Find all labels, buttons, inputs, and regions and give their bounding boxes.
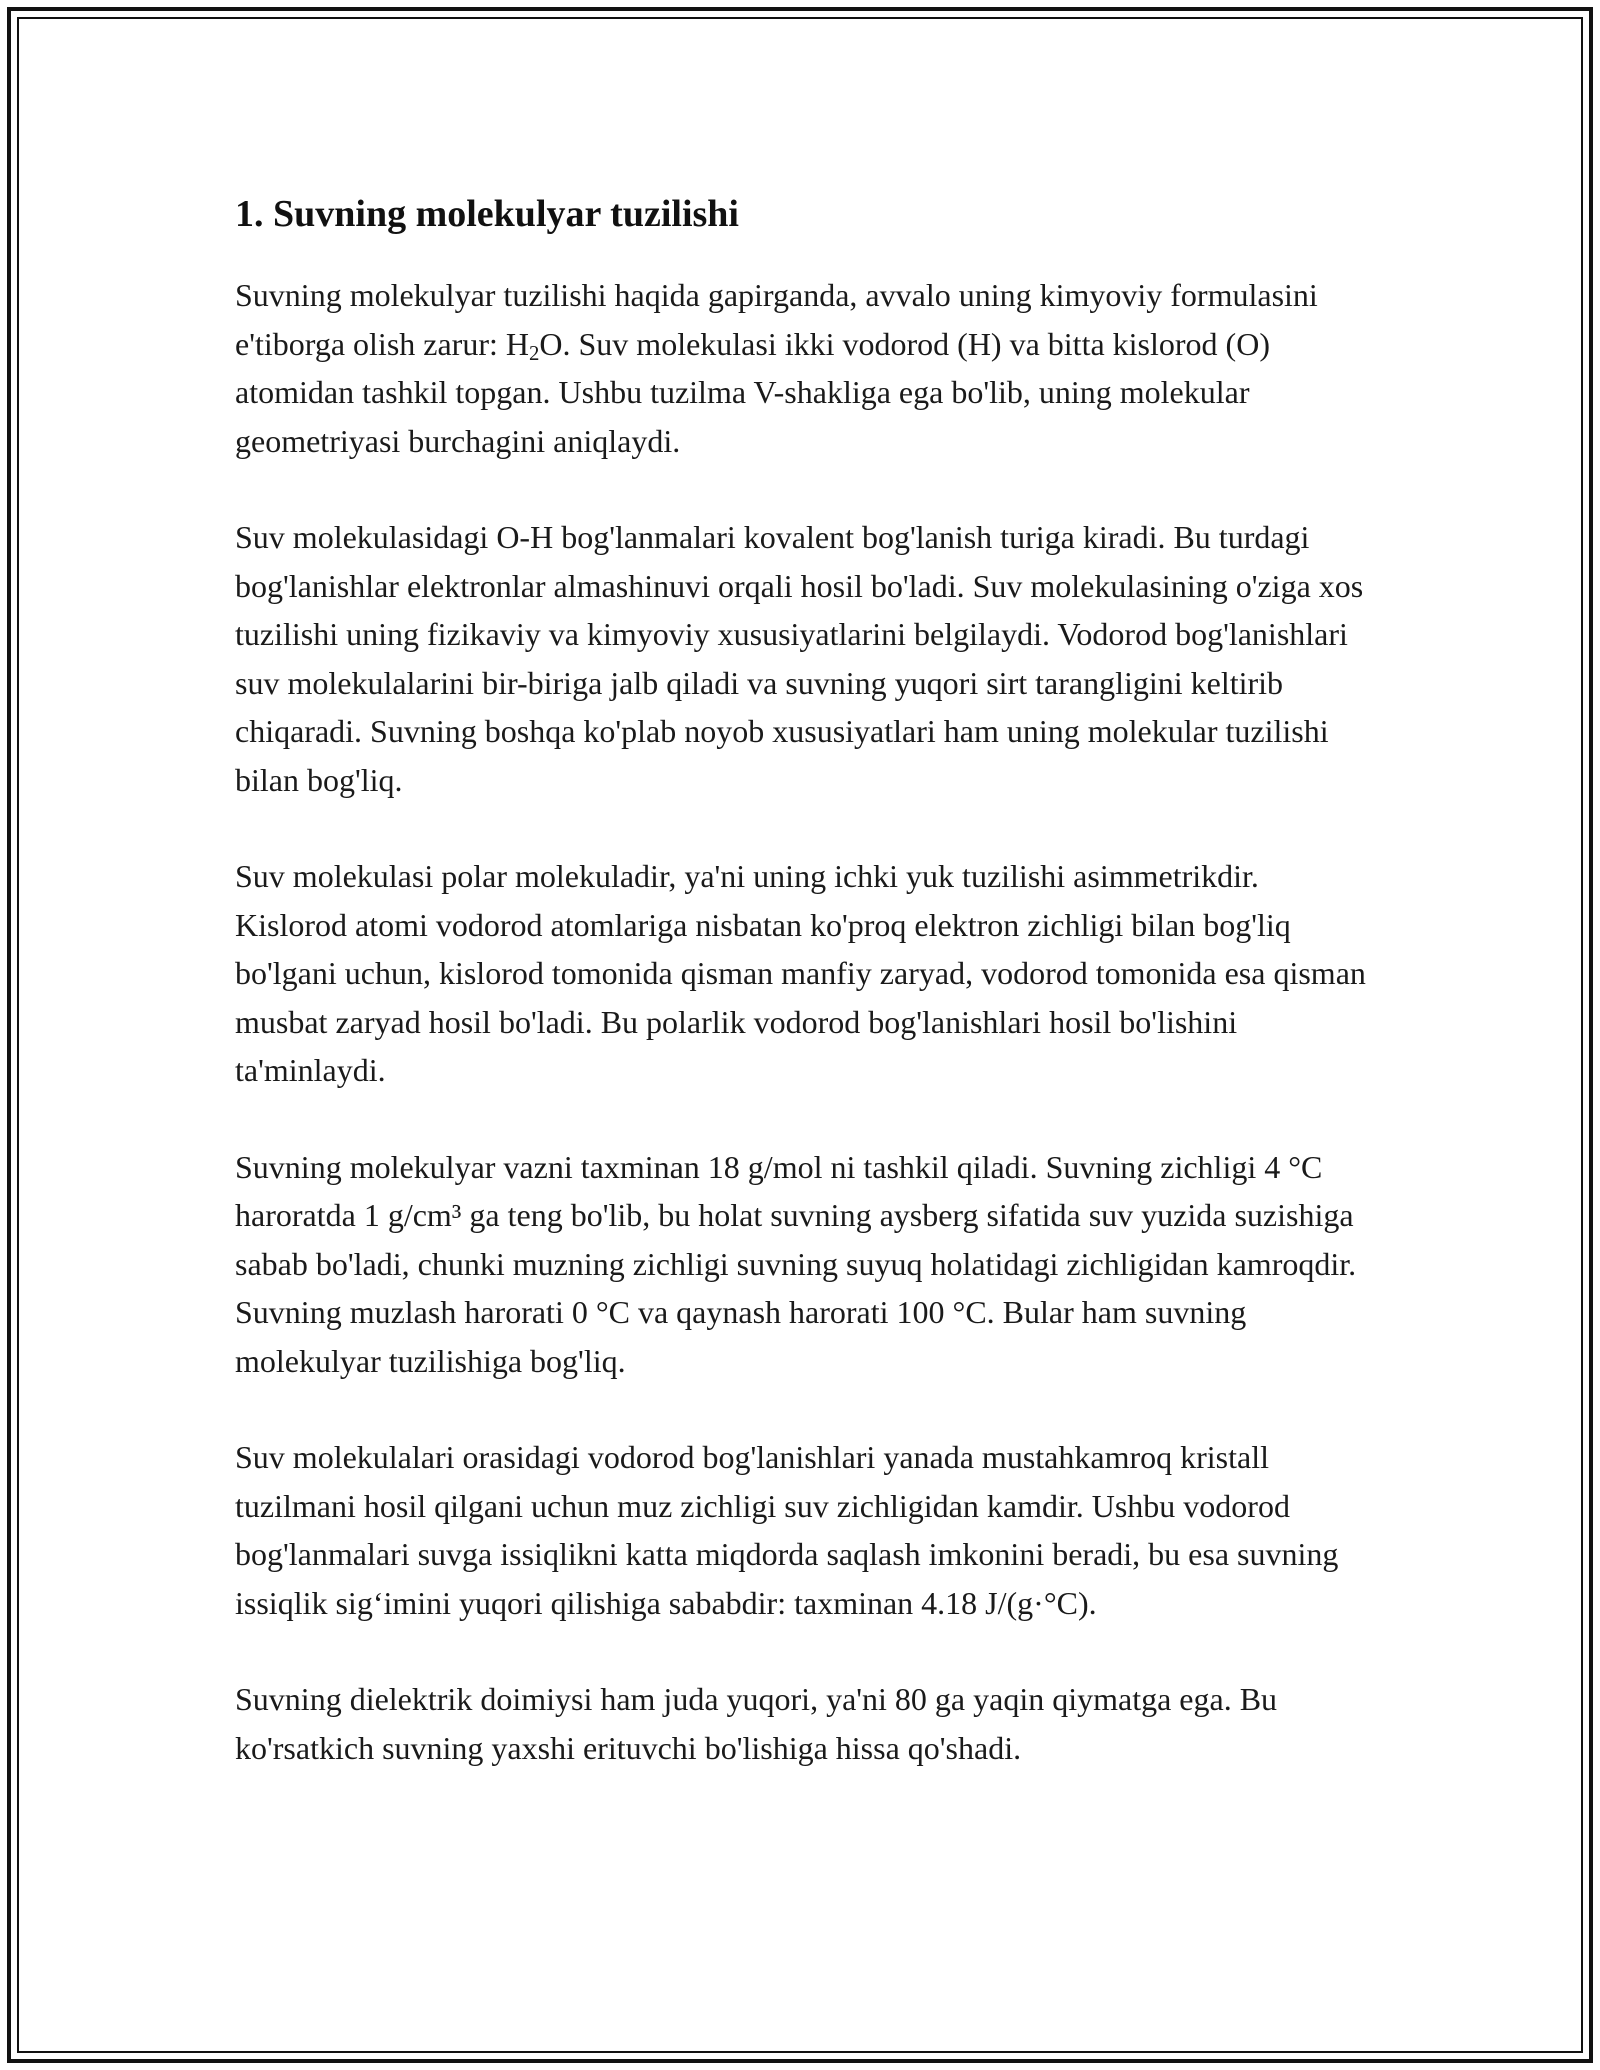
- section-heading: 1. Suvning molekulyar tuzilishi: [235, 193, 739, 235]
- paragraph-heat-capacity: Suv molekulalari orasidagi vodorod bog'lanishlari yanada mustahkamroq kristall tuzilmani hosil qilgani uchun muz zichligi suv zichligidan kamdir. Ushbu vodorod bog'lanmalari suvga issiqlikni katta miqdorda saqlash imkonini beradi, bu esa suvning issiqlik sig‘imini yuqori qilishiga sababdir: taxminan 4.18 J/(g·°C).: [235, 1439, 1339, 1621]
- formula-hydrogen: H: [505, 325, 529, 362]
- paragraph-formula-intro: Suvning molekulyar tuzilishi haqida gapirganda, avvalo uning kimyoviy formulasini e'tiborga olish zarur:: [235, 277, 1318, 362]
- formula-subscript: 2: [528, 341, 540, 365]
- paragraph-dielectric: Suvning dielektrik doimiysi ham juda yuqori, ya'ni 80 ga yaqin qiymatga ega. Bu ko'rsatkich suvning yaxshi erituvchi bo'lishiga hissa qo'shadi.: [235, 1681, 1278, 1766]
- paragraph-formula: [235, 271, 1370, 465]
- paragraph-polarity: Suv molekulasi polar molekuladir, ya'ni uning ichki yuk tuzilishi asimmetrikdir. Kislorod atomi vodorod atomlariga nisbatan ko'proq elektron zichligi bilan bog'liq bo'lgani uchun, kislorod tomonida qisman manfiy zaryad, vodorod tomonida esa qisman musbat zaryad hosil bo'ladi. Bu polarlik vodorod bog'lanishlari hosil bo'lishini ta'minlaydi.: [235, 858, 1366, 1088]
- paragraph-bonds: Suv molekulasidagi O-H bog'lanmalari kovalent bog'lanish turiga kiradi. Bu turdagi bog'lanishlar elektronlar almashinuvi orqali hosil bo'ladi. Suv molekulasining o'ziga xos tuzilishi uning fizikaviy va kimyoviy xususiyatlarini belgilaydi. Vodorod bog'lanishlari suv molekulalarini bir-biriga jalb qiladi va suvning yuqori sirt tarangligini keltirib chiqaradi. Suvning boshqa ko'plab noyob xususiyatlari ham uning molekular tuzilishi bilan bog'liq.: [235, 519, 1364, 798]
- formula-oxygen: O: [539, 325, 563, 362]
- paragraph-formula-rest: . Suv molekulasi ikki vodorod (H) va bitta kislorod (O) atomidan tashkil topgan. Ushbu tuzilma V-shakliga ega bo'lib, uning molekular geometriyasi burchagini aniqlaydi.: [235, 325, 1270, 459]
- document-body: [235, 185, 1370, 1820]
- paragraph-properties: Suvning molekulyar vazni taxminan 18 g/mol ni tashkil qiladi. Suvning zichligi 4 °C haroratda 1 g/cm³ ga teng bo'lib, bu holat suvning aysberg sifatida suv yuzida suzishiga sabab bo'ladi, chunki muzning zichligi suvning suyuq holatidagi zichligidan kamroqdir. Suvning muzlash harorati 0 °C va qaynash harorati 100 °C. Bular ham suvning molekulyar tuzilishiga bog'liq.: [235, 1148, 1357, 1379]
- chemical-formula: [505, 325, 563, 365]
